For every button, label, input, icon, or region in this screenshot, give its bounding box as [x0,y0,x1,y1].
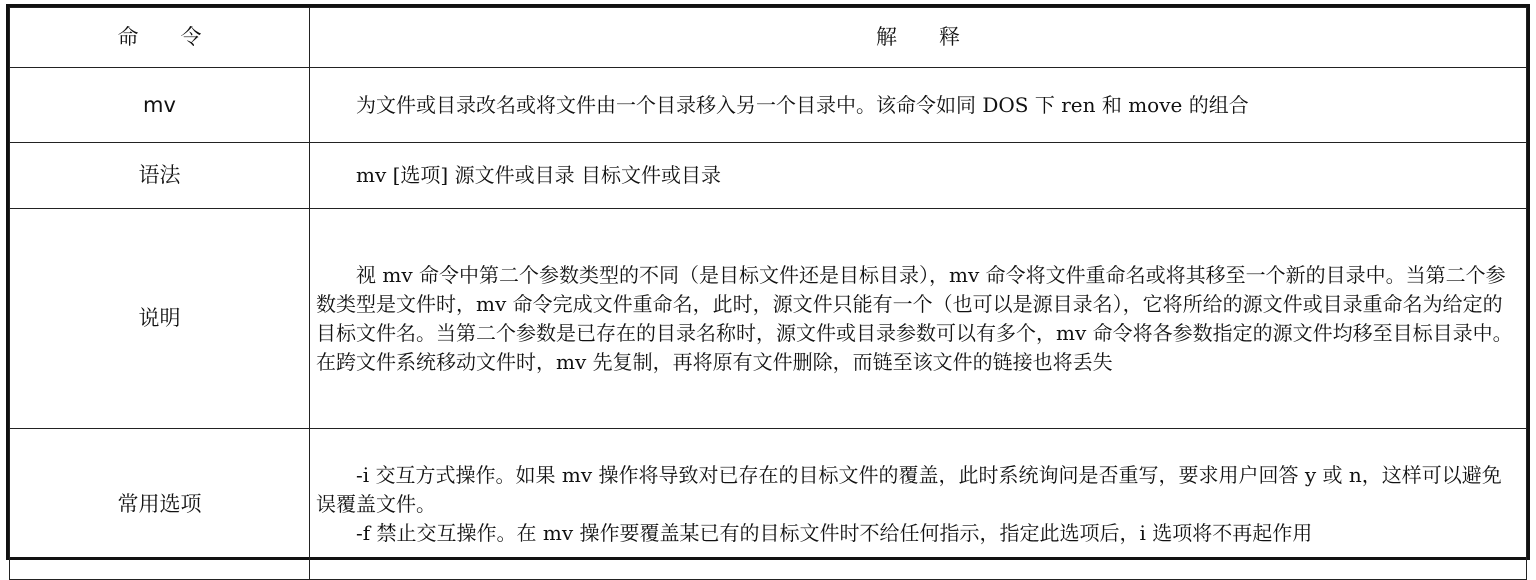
row-value-description [310,209,1527,429]
row-key-mv: mv [10,68,310,143]
table-row-options [10,429,1527,580]
table-header-row [10,8,1527,68]
table-row-mv [10,68,1527,143]
command-table-container [6,4,1530,560]
row-value-syntax [310,143,1527,209]
row-value-options [310,429,1527,580]
option-i-text: -i 交互方式操作。如果 mv 操作将导致对已存在的目标文件的覆盖，此时系统询问是否重写，要求用户回答 y 或 n，这样可以避免误覆盖文件。 [316,462,1502,516]
row-key-options: 常用选项 [10,429,310,580]
row-key-description: 说明 [10,209,310,429]
row-value-mv [310,68,1527,143]
table-row-syntax [10,143,1527,209]
syntax-text: mv [选项] 源文件或目录 目标文件或目录 [356,163,721,187]
table-row-description [10,209,1527,429]
description-text: 视 mv 命令中第二个参数类型的不同（是目标文件还是目标目录），mv 命令将文件重命名或将其移至一个新的目录中。当第二个参数类型是文件时，mv 命令完成文件重命名，此时，源文件只能有一个（也可以是源目录名），它将所给的源文件或目录重命名为给定的目标文件名。当第二个参数是已存在的目录名称时，源文件或目录参数可以有多个，mv 命令将各参数指定的源文件均移至目标目录中。在跨文件系统移动文件时，mv 先复制，再将原有文件删除，而链至该文件的链接也将丢失 [316,262,1513,374]
header-explanation: 解 释 [310,8,1527,68]
mv-description: 为文件或目录改名或将文件由一个目录移入另一个目录中。该命令如同 DOS 下 ren 和 move 的组合 [356,92,1249,117]
row-key-syntax: 语法 [10,143,310,209]
header-command: 命 令 [10,8,310,68]
command-table [9,7,1527,580]
option-f-text: -f 禁止交互操作。在 mv 操作要覆盖某已有的目标文件时不给任何指示，指定此选项后，i 选项将不再起作用 [356,520,1313,545]
